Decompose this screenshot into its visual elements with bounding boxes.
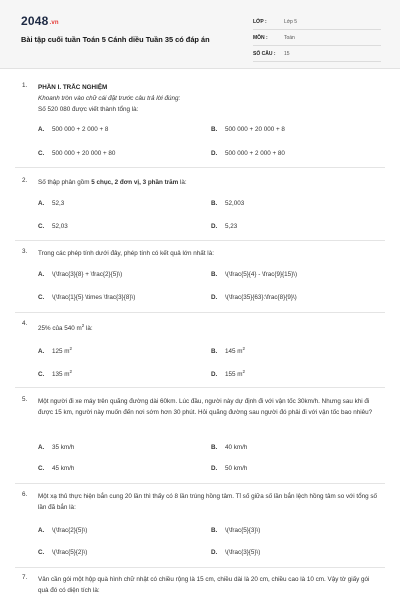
question-text-part: Số thập phân gồm	[38, 179, 92, 186]
document-title: Bài tập cuối tuần Toán 5 Cánh diều Tuần 35 có đáp án	[21, 35, 210, 44]
option-letter: B.	[211, 527, 218, 534]
option-text: 500 000 + 20 000 + 8	[225, 126, 285, 133]
option-text: 500 000 + 20 000 + 80	[52, 150, 116, 157]
option-text: 40 km/h	[225, 444, 248, 451]
question-text-part: là:	[178, 179, 187, 186]
meta-row-class	[253, 14, 381, 30]
option-letter: B.	[211, 444, 218, 451]
option-a[interactable]	[38, 271, 122, 278]
question-divider	[15, 240, 385, 241]
question-number: 1.	[22, 82, 28, 89]
option-text: \(\frac{5}{4} - \frac{9}{15}\)	[225, 271, 298, 278]
option-c[interactable]	[38, 369, 72, 378]
superscript: 2	[69, 369, 73, 374]
option-text: \(\frac{3}{5}\)	[225, 549, 261, 556]
option-a[interactable]	[38, 200, 64, 207]
question-number: 5.	[22, 396, 28, 403]
option-c[interactable]	[38, 549, 87, 556]
option-b[interactable]	[211, 444, 247, 451]
option-d[interactable]	[211, 294, 297, 301]
meta-value: Lớp 5	[284, 18, 298, 25]
option-letter: D.	[211, 549, 218, 556]
option-text: \(\frac{5}{2}\)	[52, 549, 88, 556]
option-b[interactable]	[211, 126, 285, 133]
superscript: 2	[242, 369, 246, 374]
option-d[interactable]	[211, 465, 247, 472]
option-c[interactable]	[38, 223, 68, 230]
question-number: 7.	[22, 574, 28, 581]
option-d[interactable]	[211, 369, 245, 378]
option-a[interactable]	[38, 346, 72, 355]
option-text: \(\frac{2}{5}\)	[52, 527, 88, 534]
section-title: PHẦN I. TRẮC NGHIỆM	[38, 84, 108, 91]
option-c[interactable]	[38, 294, 135, 301]
page-header	[0, 0, 400, 69]
option-d[interactable]	[211, 223, 237, 230]
question-text	[38, 320, 378, 334]
option-letter: C.	[38, 549, 45, 556]
question-text: Vân cần gói một hộp quà hình chữ nhật có chiều rộng là 15 cm, chiều dài là 20 cm, chiều cao là 10 cm. Vậy tờ giấy gói quà đó có diện tích là:	[38, 576, 370, 594]
meta-value: Toán	[284, 34, 295, 41]
question-number: 4.	[22, 320, 28, 327]
question-divider	[15, 167, 385, 168]
option-text: 500 000 + 2 000 + 8	[52, 126, 109, 133]
question-text-part: 25% của 540 m	[38, 325, 82, 333]
option-text: 52,03	[52, 223, 68, 230]
meta-label: SỐ CÂU :	[253, 50, 276, 57]
meta-value: 15	[284, 50, 290, 57]
option-letter: C.	[38, 223, 45, 230]
option-letter: B.	[211, 271, 218, 278]
option-letter: B.	[211, 126, 218, 133]
option-letter: A.	[38, 527, 45, 534]
option-letter: C.	[38, 465, 45, 472]
option-letter: D.	[211, 465, 218, 472]
option-text: 125 m	[52, 348, 70, 356]
question-divider	[15, 567, 385, 568]
option-text: 155 m	[225, 371, 243, 379]
option-letter: A.	[38, 200, 45, 207]
option-text: 135 m	[52, 371, 70, 379]
meta-label: LỚP :	[253, 18, 267, 25]
question-divider	[15, 387, 385, 388]
question-text	[38, 82, 378, 115]
option-letter: D.	[211, 223, 218, 230]
question-text	[38, 177, 378, 188]
question-text-bold: 5 chục, 2 đơn vị, 3 phần trăm	[91, 179, 179, 186]
option-text: \(\frac{1}{5} \times \frac{3}{8}\)	[52, 294, 136, 301]
option-text: 52,003	[225, 200, 245, 207]
option-letter: B.	[211, 348, 218, 356]
option-letter: D.	[211, 371, 218, 379]
question-divider	[15, 483, 385, 484]
option-text: 52,3	[52, 200, 65, 207]
superscript: 2	[69, 346, 73, 351]
option-letter: A.	[38, 348, 45, 356]
option-b[interactable]	[211, 271, 297, 278]
option-a[interactable]	[38, 527, 87, 534]
instruction-text: Khoanh tròn vào chữ cái đặt trước câu trả lời đúng:	[38, 95, 181, 102]
option-b[interactable]	[211, 200, 244, 207]
option-text: \(\frac{3}{8} + \frac{2}{5}\)	[52, 271, 123, 278]
meta-row-subject	[253, 30, 381, 46]
option-a[interactable]	[38, 444, 74, 451]
superscript: 2	[242, 346, 246, 351]
option-text: 500 000 + 2 000 + 80	[225, 150, 285, 157]
meta-label: MÔN :	[253, 34, 268, 41]
option-a[interactable]	[38, 126, 108, 133]
option-b[interactable]	[211, 346, 245, 355]
option-text: 35 km/h	[52, 444, 75, 451]
option-letter: C.	[38, 294, 45, 301]
option-text: 145 m	[225, 348, 243, 356]
option-letter: C.	[38, 150, 45, 157]
option-letter: D.	[211, 294, 218, 301]
option-text: \(\frac{5}{3}\)	[225, 527, 261, 534]
option-c[interactable]	[38, 465, 74, 472]
question-text: Một xạ thủ thực hiện bắn cung 20 lần thì thấy có 8 lần trúng hồng tâm. Tỉ số giữa số lần bắn lệch hồng tâm so với tổng số lần đã bắn là:	[38, 493, 378, 511]
question-text: Trong các phép tính dưới đây, phép tính có kết quả lớn nhất là:	[38, 250, 214, 257]
option-d[interactable]	[211, 549, 260, 556]
option-text: \(\frac{35}{63}:\frac{8}{9}\)	[225, 294, 297, 301]
option-text: 45 km/h	[52, 465, 75, 472]
question-number: 2.	[22, 177, 28, 184]
option-letter: A.	[38, 126, 45, 133]
superscript: 2	[81, 323, 85, 328]
logo-number: 2048	[21, 14, 49, 28]
option-letter: A.	[38, 271, 45, 278]
question-number: 6.	[22, 491, 28, 498]
option-c[interactable]	[38, 150, 115, 157]
option-letter: C.	[38, 371, 45, 379]
question-number: 3.	[22, 248, 28, 255]
site-logo[interactable]	[21, 14, 59, 28]
question-text: Một người đi xe máy trên quãng đường dài 60km. Lúc đầu, người này dự định đi với vận tốc 30km/h. Nhưng sau khi đi được 15 km, người này muốn đến nơi sớm hơn 30 phút. Hỏi quãng đường sau người đó phải đi với vận tốc bao nhiêu?	[38, 398, 373, 416]
option-text: 50 km/h	[225, 465, 248, 472]
question-prompt: Số 520 080 được viết thành tổng là:	[38, 106, 139, 113]
logo-suffix: .vn	[49, 20, 59, 26]
meta-info	[253, 14, 381, 62]
option-b[interactable]	[211, 527, 260, 534]
option-d[interactable]	[211, 150, 285, 157]
question-divider	[15, 312, 385, 313]
meta-row-count	[253, 46, 381, 62]
option-text: 5,23	[225, 223, 238, 230]
option-letter: D.	[211, 150, 218, 157]
option-letter: B.	[211, 200, 218, 207]
question-text-part: là:	[84, 325, 93, 333]
option-letter: A.	[38, 444, 45, 451]
